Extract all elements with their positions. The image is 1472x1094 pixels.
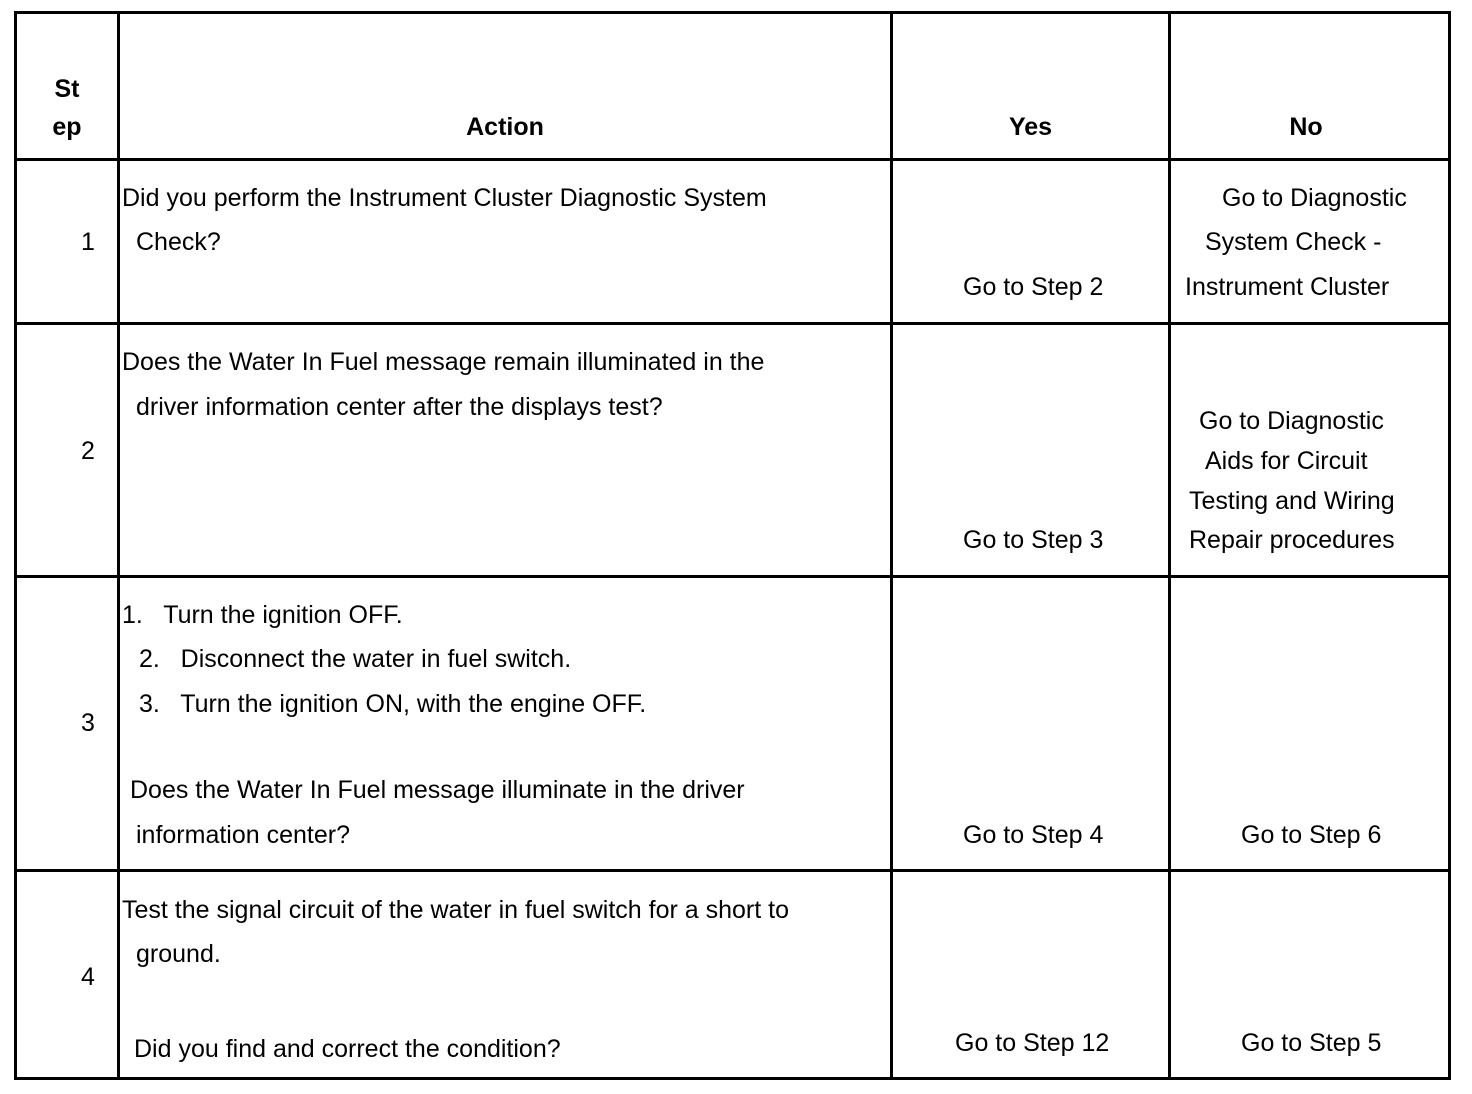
- yes-result: Go to Step 4: [963, 821, 1104, 849]
- row-divider: [17, 869, 1448, 872]
- row-divider: [17, 575, 1448, 578]
- no-result: Go to Step 6: [1241, 821, 1382, 849]
- step-number: 1: [81, 228, 95, 256]
- no-result: Go to Diagnostic: [1199, 407, 1384, 435]
- step-number: 4: [81, 963, 95, 991]
- no-result: Go to Diagnostic: [1222, 184, 1407, 212]
- yes-result: Go to Step 3: [963, 526, 1104, 554]
- action-text: information center?: [136, 821, 351, 849]
- action-list-item: 2. Disconnect the water in fuel switch.: [139, 645, 572, 673]
- header-step-line2: ep: [52, 113, 82, 141]
- action-text: Did you perform the Instrument Cluster Diagnostic System: [122, 184, 767, 212]
- action-list-item: 1. Turn the ignition OFF.: [122, 601, 403, 629]
- header-step-line1: St: [54, 75, 80, 103]
- no-result: Instrument Cluster: [1185, 273, 1390, 301]
- header-no: No: [1289, 113, 1323, 141]
- yes-result: Go to Step 2: [963, 273, 1104, 301]
- action-text: Did you find and correct the condition?: [134, 1035, 561, 1063]
- diagnostic-table: [14, 11, 1451, 1080]
- column-divider: [117, 14, 120, 1077]
- no-result: System Check -: [1205, 228, 1382, 256]
- action-list-item: 3. Turn the ignition ON, with the engine OFF.: [139, 690, 647, 718]
- action-text: Does the Water In Fuel message illuminate in the driver: [130, 776, 745, 804]
- column-divider: [890, 14, 893, 1077]
- action-text: driver information center after the displays test?: [136, 393, 663, 421]
- header-yes: Yes: [1008, 113, 1053, 141]
- step-number: 3: [81, 709, 95, 737]
- column-divider: [1168, 14, 1171, 1077]
- action-text: Check?: [136, 228, 221, 256]
- header-action: Action: [466, 113, 544, 141]
- no-result: Go to Step 5: [1241, 1029, 1382, 1057]
- no-result: Repair procedures: [1189, 526, 1395, 554]
- yes-result: Go to Step 12: [955, 1029, 1110, 1057]
- no-result: Testing and Wiring: [1189, 487, 1395, 515]
- row-divider: [17, 158, 1448, 161]
- action-text: Does the Water In Fuel message remain illuminated in the: [122, 348, 765, 376]
- step-number: 2: [81, 437, 95, 465]
- action-text: Test the signal circuit of the water in fuel switch for a short to: [122, 896, 789, 924]
- no-result: Aids for Circuit: [1205, 447, 1368, 475]
- action-text: ground.: [136, 940, 221, 968]
- row-divider: [17, 322, 1448, 325]
